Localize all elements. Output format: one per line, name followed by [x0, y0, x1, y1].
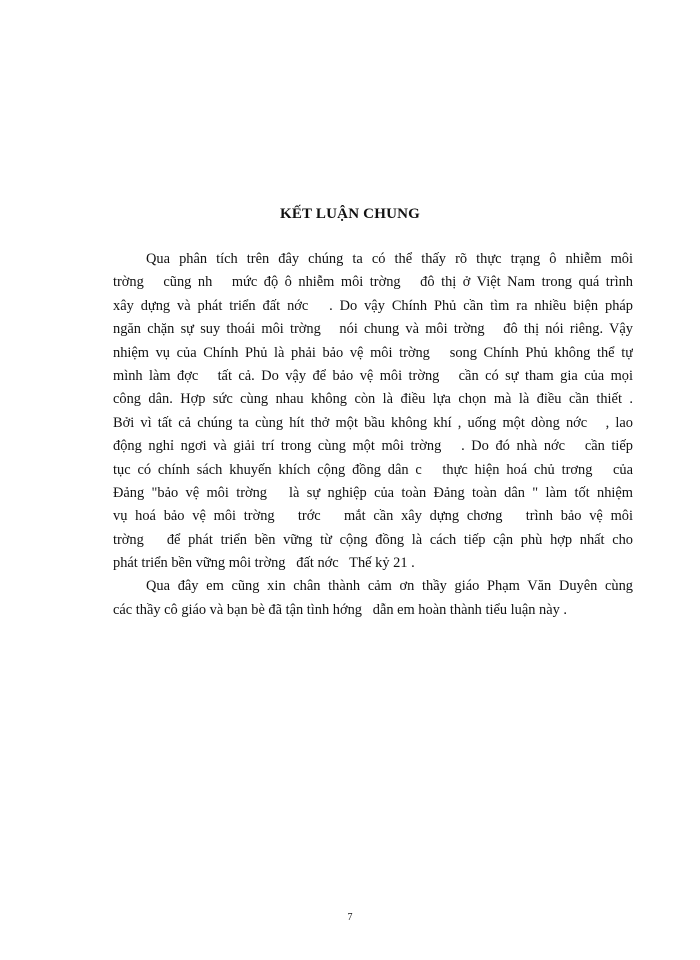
text-line: phát triển bền vững môi trờng đất nớc Thế kỷ 21 . [113, 555, 415, 572]
text-line: tục có chính sách khuyến khích cộng đồng dân c thực hiện hoá chủ trơng của [113, 461, 633, 478]
text-line: mình làm đợc tất cả. Do vậy để bảo vệ môi trờng cần có sự tham gia của mọi [113, 367, 633, 384]
text-line: xây dựng và phát triển đất nớc . Do vậy Chính Phủ cần tìm ra nhiều biện pháp [113, 297, 633, 314]
text-line: các thầy cô giáo và bạn bè đã tận tình hớng dẫn em hoàn thành tiểu luận này . [113, 601, 567, 618]
text-line: nhiệm vụ của Chính Phủ là phải bảo vệ môi trờng song Chính Phủ không thể tự [113, 344, 633, 361]
text-line: trờng để phát triển bền vững từ cộng đồng là cách tiếp cận phù hợp nhất cho [113, 531, 633, 548]
paragraph-2 [113, 575, 633, 622]
paragraph-1 [113, 248, 633, 575]
page-number: 7 [347, 912, 353, 923]
document-title: KẾT LUẬN CHUNG [279, 206, 421, 222]
text-line: trờng cũng nh mức độ ô nhiễm môi trờng đô thị ở Việt Nam trong quá trình [113, 274, 633, 291]
text-line: động nghỉ ngơi và giải trí trong cùng một môi trờng . Do đó nhà nớc cần tiếp [113, 438, 633, 455]
text-line: Qua đây em cũng xin chân thành cảm ơn thầy giáo Phạm Văn Duyên cùng [146, 578, 633, 595]
document-body [113, 248, 633, 622]
text-line: Bởi vì tất cả chúng ta cùng hít thở một bầu không khí , uống một dòng nớc , lao [113, 414, 633, 431]
text-line: Qua phân tích trên đây chúng ta có thể thấy rõ thực trạng ô nhiễm môi [146, 251, 633, 267]
text-line: ngăn chặn sự suy thoái môi trờng nói chung và môi trờng đô thị nói riêng. Vậy [113, 321, 633, 338]
text-line: vụ hoá bảo vệ môi trờng trớc mắt cần xây dựng chơng trình bảo vệ môi [113, 508, 633, 525]
text-line: Đảng "bảo vệ môi trờng là sự nghiệp của toàn Đảng toàn dân " làm tốt nhiệm [113, 484, 633, 501]
text-line: công dân. Hợp sức cùng nhau không còn là điều lựa chọn mà là điều cần thiết . [113, 391, 633, 408]
